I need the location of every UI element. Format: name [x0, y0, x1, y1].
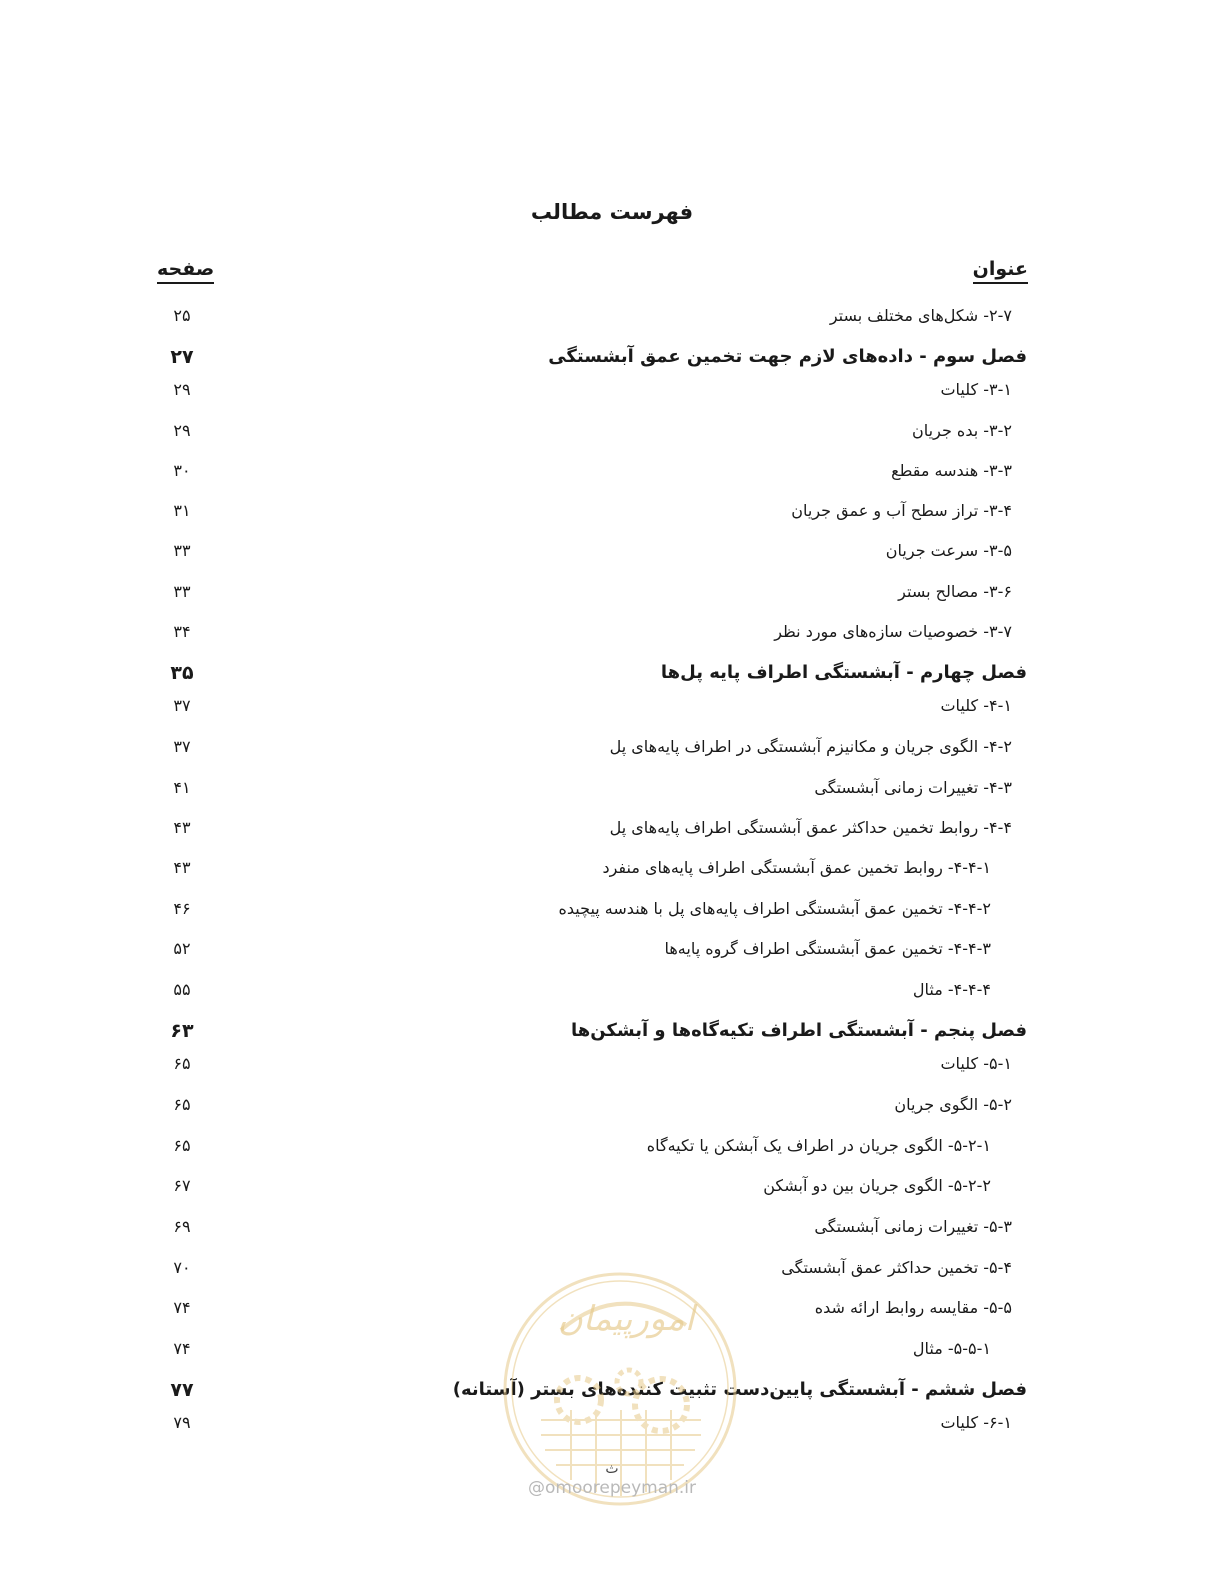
- toc-entry-title: فصل پنجم - آبشستگی اطراف تکیه‌گاه‌ها و آبشکن‌ها: [570, 1020, 1027, 1041]
- page-title: فهرست مطالب: [530, 200, 694, 224]
- toc-entry-page: ۳۷: [173, 696, 191, 715]
- toc-entry-title: فصل چهارم - آبشستگی اطراف پایه پل‌ها: [660, 662, 1027, 683]
- toc-entry-page: ۵۲: [173, 939, 191, 958]
- toc-entry-page: ۷۰: [173, 1258, 191, 1277]
- toc-row: [0, 934, 1224, 964]
- page-number-letter: ث: [605, 1461, 619, 1477]
- toc-entry-page: ۶۹: [173, 1217, 191, 1236]
- toc-entry-page: ۶۵: [173, 1136, 191, 1155]
- toc-entry-page: ۳۰: [173, 461, 191, 480]
- toc-chapter-row: [0, 658, 1224, 688]
- toc-entry-page: ۳۳: [173, 541, 191, 560]
- toc-entry-title: ۵-۱- کلیات: [940, 1054, 1012, 1073]
- toc-entry-page: ۵۵: [173, 980, 191, 999]
- toc-entry-page: ۷۴: [173, 1339, 191, 1358]
- toc-row: [0, 536, 1224, 566]
- toc-row: [0, 496, 1224, 526]
- toc-entry-title: ۴-۳- تغییرات زمانی آبشستگی: [814, 778, 1012, 797]
- toc-entry-page: ۷۷: [170, 1379, 194, 1401]
- toc-entry-page: ۴۶: [173, 899, 191, 918]
- toc-entry-page: ۳۴: [173, 622, 191, 641]
- toc-entry-page: ۳۳: [173, 582, 191, 601]
- toc-entry-title: ۵-۲- الگوی جریان: [894, 1095, 1012, 1114]
- toc-entry-title: فصل سوم - داده‌های لازم جهت تخمین عمق آبشستگی: [548, 346, 1027, 367]
- toc-row: [0, 1131, 1224, 1161]
- toc-entry-page: ۲۷: [170, 346, 194, 368]
- toc-row: [0, 975, 1224, 1005]
- toc-entry-title: ۵-۵-۱- مثال: [912, 1339, 991, 1358]
- toc-entry-page: ۲۵: [173, 306, 191, 325]
- toc-entry-page: ۶۵: [173, 1095, 191, 1114]
- toc-entry-page: ۷۴: [173, 1298, 191, 1317]
- toc-entry-title: ۴-۴- روابط تخمین حداکثر عمق آبشستگی اطراف پایه‌های پل: [609, 818, 1012, 837]
- website-watermark: @omoorepeyman.ir: [527, 1478, 697, 1498]
- toc-entry-title: ۳-۷- خصوصیات سازه‌های مورد نظر: [774, 622, 1012, 641]
- toc-row: [0, 1212, 1224, 1242]
- toc-entry-page: ۴۳: [173, 818, 191, 837]
- toc-entry-title: ۴-۴-۱- روابط تخمین عمق آبشستگی اطراف پایه‌های منفرد: [602, 858, 991, 877]
- toc-entry-title: ۳-۵- سرعت جریان: [885, 541, 1012, 560]
- toc-entry-title: ۳-۲- بده جریان: [912, 421, 1012, 440]
- toc-entry-title: ۲-۷- شکل‌های مختلف بستر: [829, 306, 1012, 325]
- toc-entry-title: ۴-۴-۴- مثال: [912, 980, 991, 999]
- toc-entry-title: فصل ششم - آبشستگی پایین‌دست تثبیت کننده‌های بستر (آستانه): [452, 1379, 1027, 1400]
- toc-entry-title: ۴-۴-۲- تخمین عمق آبشستگی اطراف پایه‌های پل با هندسه پیچیده: [558, 899, 991, 918]
- toc-row: [0, 301, 1224, 331]
- toc-entry-page: ۶۵: [173, 1054, 191, 1073]
- toc-row: [0, 456, 1224, 486]
- toc-entry-page: ۴۳: [173, 858, 191, 877]
- toc-row: [0, 894, 1224, 924]
- toc-entry-page: ۲۹: [173, 380, 191, 399]
- toc-entry-title: ۵-۳- تغییرات زمانی آبشستگی: [814, 1217, 1012, 1236]
- toc-row: [0, 773, 1224, 803]
- toc-row: [0, 1049, 1224, 1079]
- toc-entry-title: ۳-۴- تراز سطح آب و عمق جریان: [791, 501, 1012, 520]
- toc-row: [0, 1090, 1224, 1120]
- toc-row: [0, 1171, 1224, 1201]
- toc-entry-title: ۳-۶- مصالح بستر: [898, 582, 1012, 601]
- toc-entry-page: ۳۷: [173, 737, 191, 756]
- toc-entry-title: ۵-۲-۲- الگوی جریان بین دو آبشکن: [763, 1176, 991, 1195]
- toc-entry-title: ۶-۱- کلیات: [940, 1413, 1012, 1432]
- toc-row: [0, 375, 1224, 405]
- toc-entry-title: ۳-۳- هندسه مقطع: [891, 461, 1012, 480]
- toc-entry-page: ۳۱: [173, 501, 191, 520]
- stamp-text: امورپیمان: [557, 1299, 695, 1339]
- toc-row: [0, 617, 1224, 647]
- toc-row: [0, 732, 1224, 762]
- toc-entry-title: ۴-۲- الگوی جریان و مکانیزم آبشستگی در اطراف پایه‌های پل: [609, 737, 1012, 756]
- toc-chapter-row: [0, 1016, 1224, 1046]
- toc-entry-title: ۳-۱- کلیات: [940, 380, 1012, 399]
- toc-entry-title: ۵-۴- تخمین حداکثر عمق آبشستگی: [781, 1258, 1012, 1277]
- toc-row: [0, 853, 1224, 883]
- toc-row: [0, 691, 1224, 721]
- toc-row: [0, 416, 1224, 446]
- column-header-page: صفحه: [157, 258, 214, 284]
- toc-entry-title: ۵-۵- مقایسه روابط ارائه شده: [814, 1298, 1012, 1317]
- toc-entry-page: ۲۹: [173, 421, 191, 440]
- toc-chapter-row: [0, 342, 1224, 372]
- toc-entry-page: ۴۱: [173, 778, 191, 797]
- toc-entry-page: ۶۷: [173, 1176, 191, 1195]
- toc-row: [0, 813, 1224, 843]
- toc-entry-title: ۴-۴-۳- تخمین عمق آبشستگی اطراف گروه پایه‌ها: [664, 939, 991, 958]
- toc-entry-page: ۳۵: [170, 662, 194, 684]
- toc-entry-page: ۷۹: [173, 1413, 191, 1432]
- toc-row: [0, 577, 1224, 607]
- column-header-title: عنوان: [973, 258, 1028, 284]
- toc-entry-page: ۶۳: [170, 1020, 194, 1042]
- toc-entry-title: ۴-۱- کلیات: [940, 696, 1012, 715]
- toc-entry-title: ۵-۲-۱- الگوی جریان در اطراف یک آبشکن یا تکیه‌گاه: [646, 1136, 991, 1155]
